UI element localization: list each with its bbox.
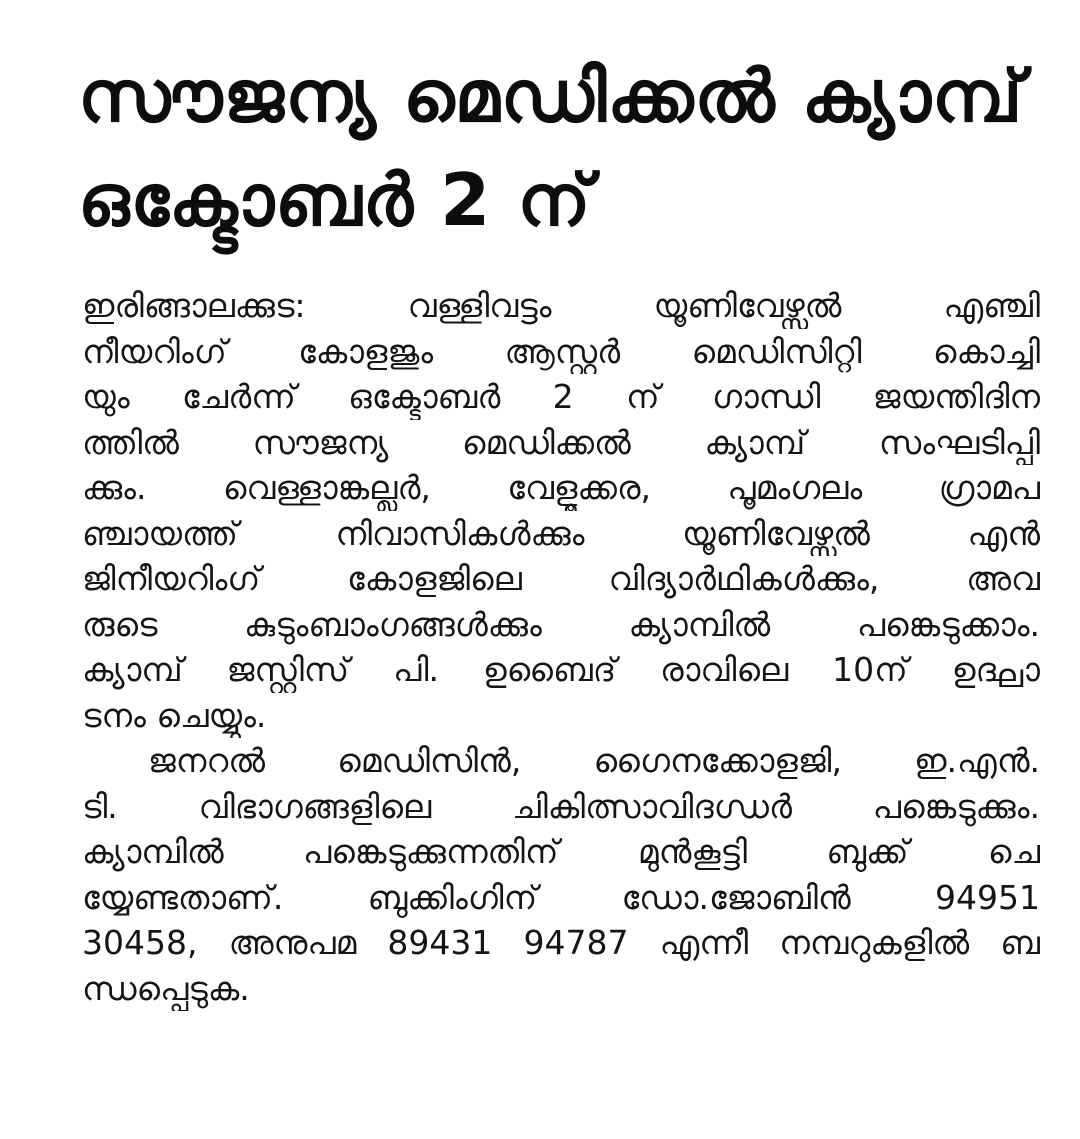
body-line: ടി. വിഭാഗങ്ങളിലെ ചികിത്സാവിദഗ്ധർ പങ്കെടുക്കും. bbox=[82, 786, 1040, 826]
body-line: ക്യാമ്പ് ജസ്റ്റിസ് പി. ഉബൈദ് രാവിലെ 10ന് ഉദ്ഘാ bbox=[82, 650, 1040, 689]
headline-line-1: സൗജന്യ മെഡിക്കൽ ക്യാമ്പ് bbox=[78, 54, 1024, 138]
article-body bbox=[82, 283, 1040, 1011]
body-line: യും ചേർന്ന് ഒക്ടോബർ 2 ന് ഗാന്ധി ജയന്തിദിന bbox=[82, 377, 1040, 416]
body-line: ക്കും. വെള്ളാങ്കല്ലൂർ, വേളൂക്കര, പൂമംഗലം ഗ്രാമപ bbox=[82, 468, 1040, 507]
body-line: ജനറൽ മെഡിസിൻ, ഗൈനക്കോളജി, ഇ.എൻ. bbox=[148, 741, 1040, 780]
paragraph-1 bbox=[82, 283, 1040, 738]
body-line: രുടെ കുടുംബാംഗങ്ങൾക്കും ക്യാമ്പിൽ പങ്കെടുക്കാം. bbox=[82, 604, 1040, 644]
body-line: ത്തിൽ സൗജന്യ മെഡിക്കൽ ക്യാമ്പ് സംഘടിപ്പി bbox=[82, 422, 1040, 462]
body-line: 30458, അനുപമ 89431 94787 എന്നീ നമ്പറുകളിൽ ബ bbox=[82, 923, 1040, 962]
body-line: നീയറിംഗ് കോളജും ആസ്റ്റർ മെഡിസിറ്റി കൊച്ചി bbox=[82, 331, 1040, 371]
body-line: യ്യേണ്ടതാണ്. ബുക്കിംഗിന് ഡോ.ജോബിൻ 94951 bbox=[82, 877, 1040, 917]
body-line: ക്യാമ്പിൽ പങ്കെടുക്കുന്നതിന് മുൻകൂട്ടി ബുക്ക് ചെ bbox=[82, 832, 1040, 871]
paragraph-2 bbox=[82, 738, 1040, 1011]
headline bbox=[78, 44, 1038, 252]
headline-line-2: ഒക്ടോബർ 2 ന് bbox=[78, 158, 592, 242]
body-line: ടനം ചെയ്യും. bbox=[82, 695, 267, 735]
body-line: ന്ധപ്പെടുക. bbox=[82, 968, 250, 1008]
body-line: ജിനീയറിംഗ് കോളജിലെ വിദ്യാർഥികൾക്കും, അവ bbox=[82, 559, 1040, 598]
body-line: ഇരിങ്ങാലക്കുട: വള്ളിവട്ടം യൂണിവേഴ്സൽ എഞ്ചി bbox=[82, 286, 1040, 325]
body-line: ഞ്ചായത്ത് നിവാസികൾക്കും യൂണിവേഴ്സൽ എൻ bbox=[82, 513, 1040, 553]
